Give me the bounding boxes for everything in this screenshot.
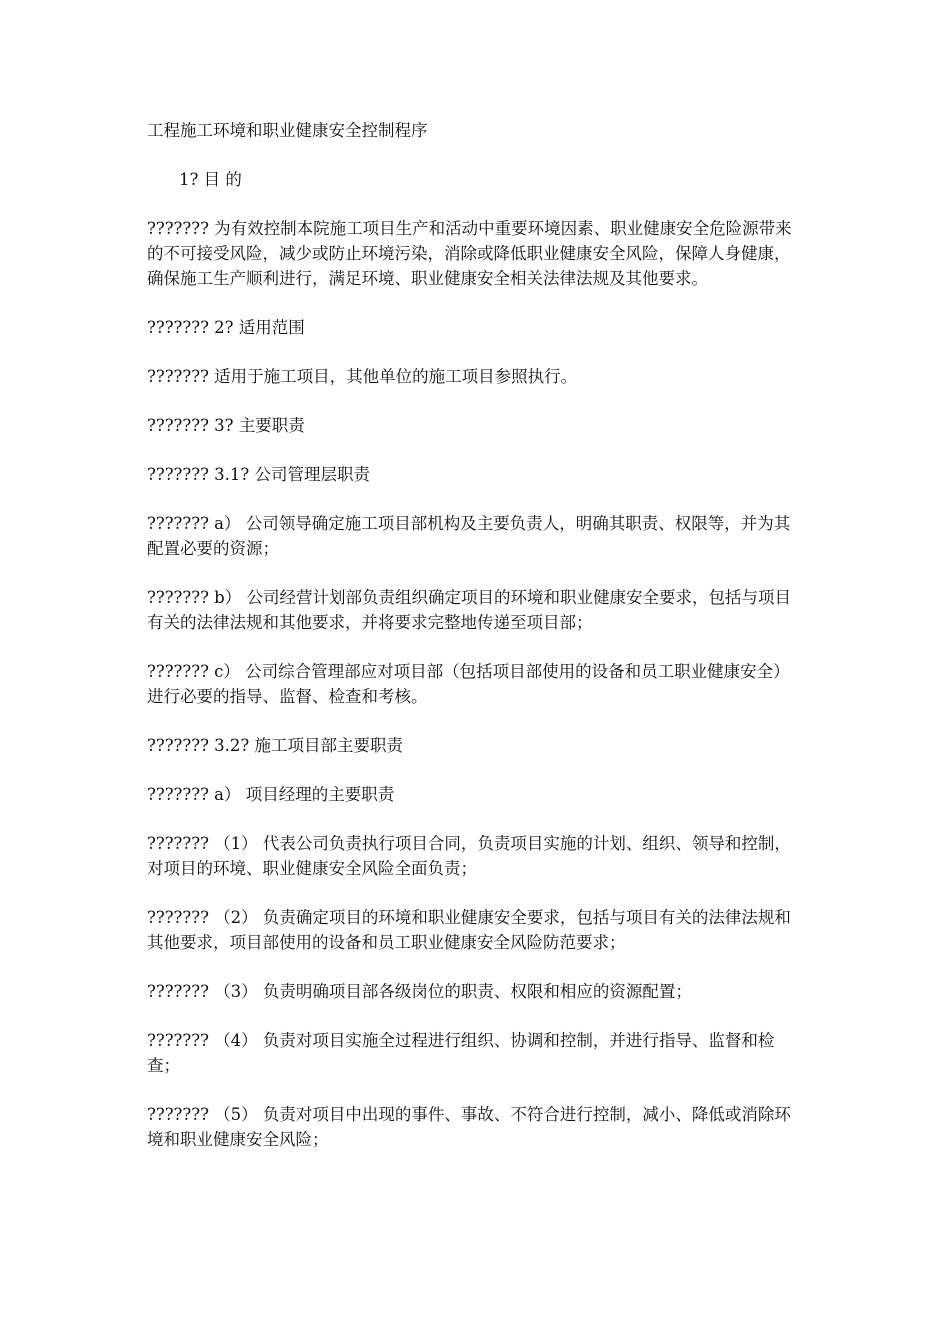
list-item: ??????? （3） 负责明确项目部各级岗位的职责、权限和相应的资源配置； — [147, 982, 692, 1001]
document-body — [147, 118, 805, 1176]
list-item: ??????? （5） 负责对项目中出现的事件、事故、不符合进行控制，减小、降低或消除环境和职业健康安全风险； — [147, 1105, 791, 1149]
list-item: ??????? c） 公司综合管理部应对项目部（包括项目部使用的设备和员工职业健康安全）进行必要的指导、监督、检查和考核。 — [147, 662, 790, 706]
paragraph: ??????? 为有效控制本院施工项目生产和活动中重要环境因素、职业健康安全危险源带来的不可接受风险，减少或防止环境污染，消除或降低职业健康安全风险，保障人身健康，确保施工生产顺利进行，满足环境、职业健康安全相关法律法规及其他要求。 — [147, 219, 792, 288]
paragraph: ??????? 适用于施工项目，其他单位的施工项目参照执行。 — [147, 367, 578, 386]
subsection-heading: ??????? 3.2? 施工项目部主要职责 — [147, 736, 403, 755]
section-heading-responsibilities: ??????? 3? 主要职责 — [147, 416, 305, 435]
list-item: ??????? （2） 负责确定项目的环境和职业健康安全要求，包括与项目有关的法律法规和其他要求，项目部使用的设备和员工职业健康安全风险防范要求； — [147, 908, 791, 952]
document-title: 工程施工环境和职业健康安全控制程序 — [147, 121, 428, 140]
section-heading-scope: ??????? 2? 适用范围 — [147, 318, 305, 337]
subsection-heading: ??????? 3.1? 公司管理层职责 — [147, 465, 370, 484]
section-heading-purpose: 1? 目 的 — [179, 170, 242, 189]
list-item: ??????? b） 公司经营计划部负责组织确定项目的环境和职业健康安全要求，包括与项目有关的法律法规和其他要求，并将要求完整地传递至项目部； — [147, 588, 791, 632]
list-item: ??????? （1） 代表公司负责执行项目合同，负责项目实施的计划、组织、领导和控制，对项目的环境、职业健康安全风险全面负责； — [147, 834, 791, 878]
list-item: ??????? a） 项目经理的主要职责 — [147, 785, 395, 804]
list-item: ??????? （4） 负责对项目实施全过程进行组织、协调和控制，并进行指导、监督和检查； — [147, 1031, 775, 1075]
list-item: ??????? a） 公司领导确定施工项目部机构及主要负责人，明确其职责、权限等，并为其配置必要的资源； — [147, 514, 791, 558]
